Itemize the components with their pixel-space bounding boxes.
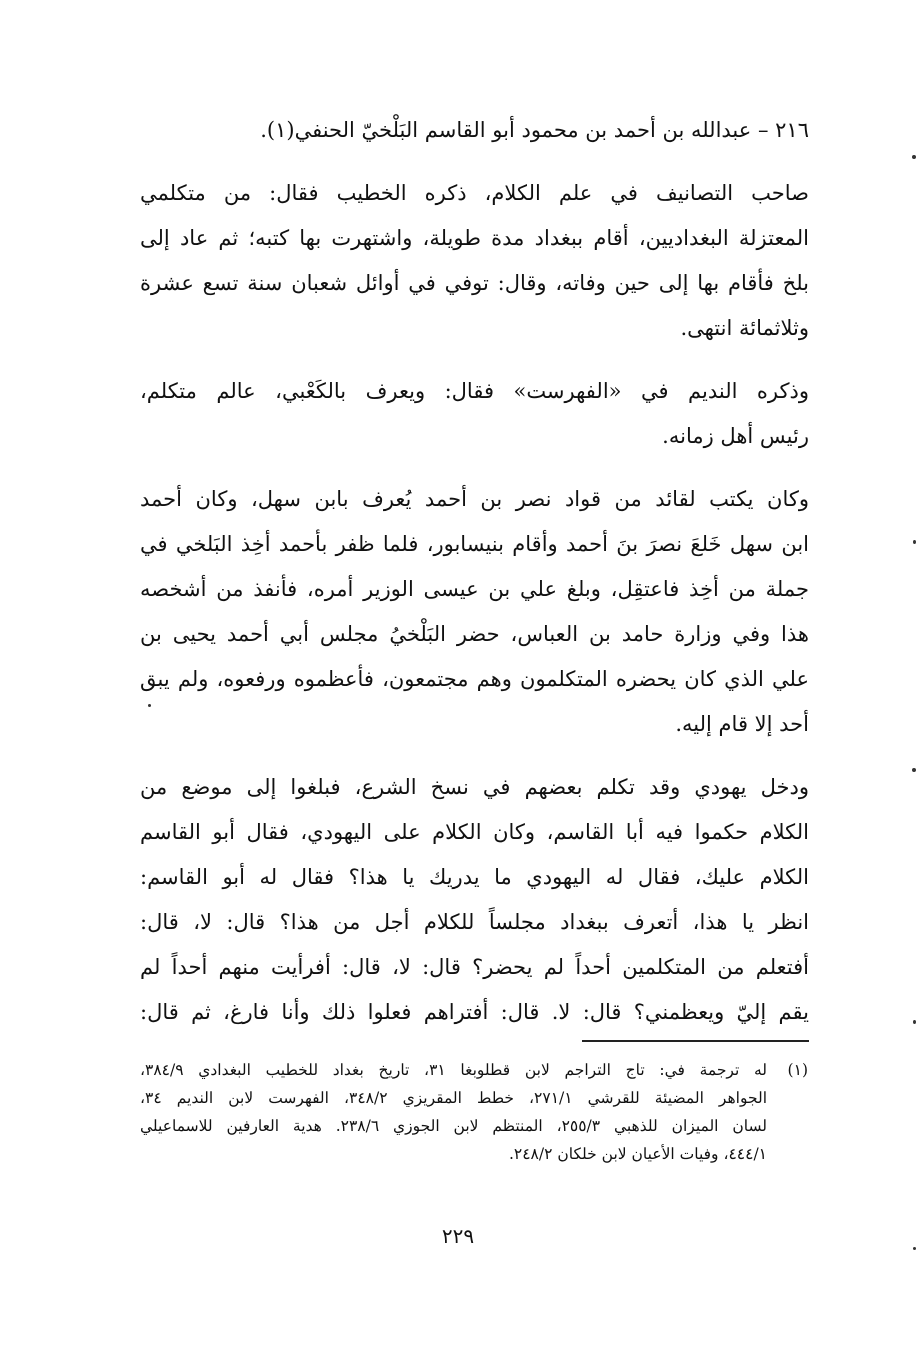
- text-line: بلخ فأقام بها إلى حين وفاته، وقال: توفي في أوائل شعبان سنة تسع عشرة: [140, 271, 809, 295]
- entry-heading: ٢١٦ – عبدالله بن أحمد بن محمود أبو القاسم البَلْخيّ الحنفي(١).: [260, 118, 809, 142]
- text-line: أحد إلا قام إليه.: [675, 712, 809, 736]
- margin-speck: [913, 1020, 916, 1024]
- text-line: جملة من أخِذ فاعتقِل، وبلغ علي بن عيسى الوزير أمره، فأنفذ من أشخصه: [140, 577, 809, 601]
- text-line: الكلام حكموا فيه أبا القاسم، وكان الكلام على اليهودي، فقال أبو القاسم: [140, 820, 809, 844]
- footnote-marker: (١): [787, 1061, 808, 1079]
- text-line: وكان يكتب لقائد من قواد نصر بن أحمد يُعرف بابن سهل، وكان أحمد: [140, 487, 809, 511]
- margin-speck: [912, 768, 916, 772]
- footnote-separator: [582, 1040, 809, 1042]
- text-line: وثلاثمائة انتهى.: [680, 316, 809, 340]
- footnote-line: له ترجمة في: تاج التراجم لابن قطلوبغا ٣١، تاريخ بغداد للخطيب البغدادي ٣٨٤/٩،: [140, 1061, 767, 1079]
- text-line: ابن سهل خَلعَ نصرَ بنَ أحمد وأقام بنيسابور، فلما ظفر بأحمد أخِذ البَلخي في: [140, 532, 809, 556]
- text-line: أفتعلم من المتكلمين أحداً لم يحضر؟ قال: لا، قال: أفرأيت منهم أحداً لم: [140, 955, 809, 979]
- text-line: رئيس أهل زمانه.: [662, 424, 809, 448]
- text-line: يقم إليّ ويعظمني؟ قال: لا. قال: أفتراهم فعلوا ذلك وأنا فارغ، ثم قال:: [140, 1000, 809, 1024]
- text-line: هذا وفي وزارة حامد بن العباس، حضر البَلْخيُ مجلس أبي أحمد يحيى بن: [140, 622, 809, 646]
- page-number: ٢٢٩: [441, 1224, 475, 1248]
- margin-speck: [913, 540, 916, 544]
- text-line: الكلام عليك، فقال له اليهودي ما يدريك يا هذا؟ فقال له أبو القاسم:: [140, 865, 809, 889]
- footnote-line: الجواهر المضيئة للقرشي ٢٧١/١، خطط المقريزي ٣٤٨/٢، الفهرست لابن النديم ٣٤،: [140, 1089, 767, 1107]
- text-line: صاحب التصانيف في علم الكلام، ذكره الخطيب فقال: من متكلمي: [140, 181, 809, 205]
- text-line: ودخل يهودي وقد تكلم بعضهم في نسخ الشرع، فبلغوا إلى موضع من: [140, 775, 809, 799]
- text-line: علي الذي كان يحضره المتكلمون وهم مجتمعون، فأعظموه ورفعوه، ولم يبق: [140, 667, 809, 691]
- margin-speck: [912, 155, 916, 159]
- margin-speck: [148, 704, 151, 707]
- text-line: المعتزلة البغداديين، أقام ببغداد مدة طويلة، واشتهرت بها كتبه؛ ثم عاد إلى: [140, 226, 809, 250]
- footnote-line: ٤٤٤/١، وفيات الأعيان لابن خلكان ٢٤٨/٢.: [508, 1145, 767, 1163]
- margin-speck: [913, 1247, 916, 1250]
- text-line: انظر يا هذا، أتعرف ببغداد مجلساً للكلام أجل من هذا؟ قال: لا، قال:: [140, 910, 809, 934]
- footnote-line: لسان الميزان للذهبي ٢٥٥/٣، المنتظم لابن الجوزي ٢٣٨/٦. هدية العارفين للاسماعيلي: [140, 1117, 767, 1135]
- text-line: وذكره النديم في «الفهرست» فقال: ويعرف بالكَعْبي، عالم متكلم،: [140, 379, 809, 403]
